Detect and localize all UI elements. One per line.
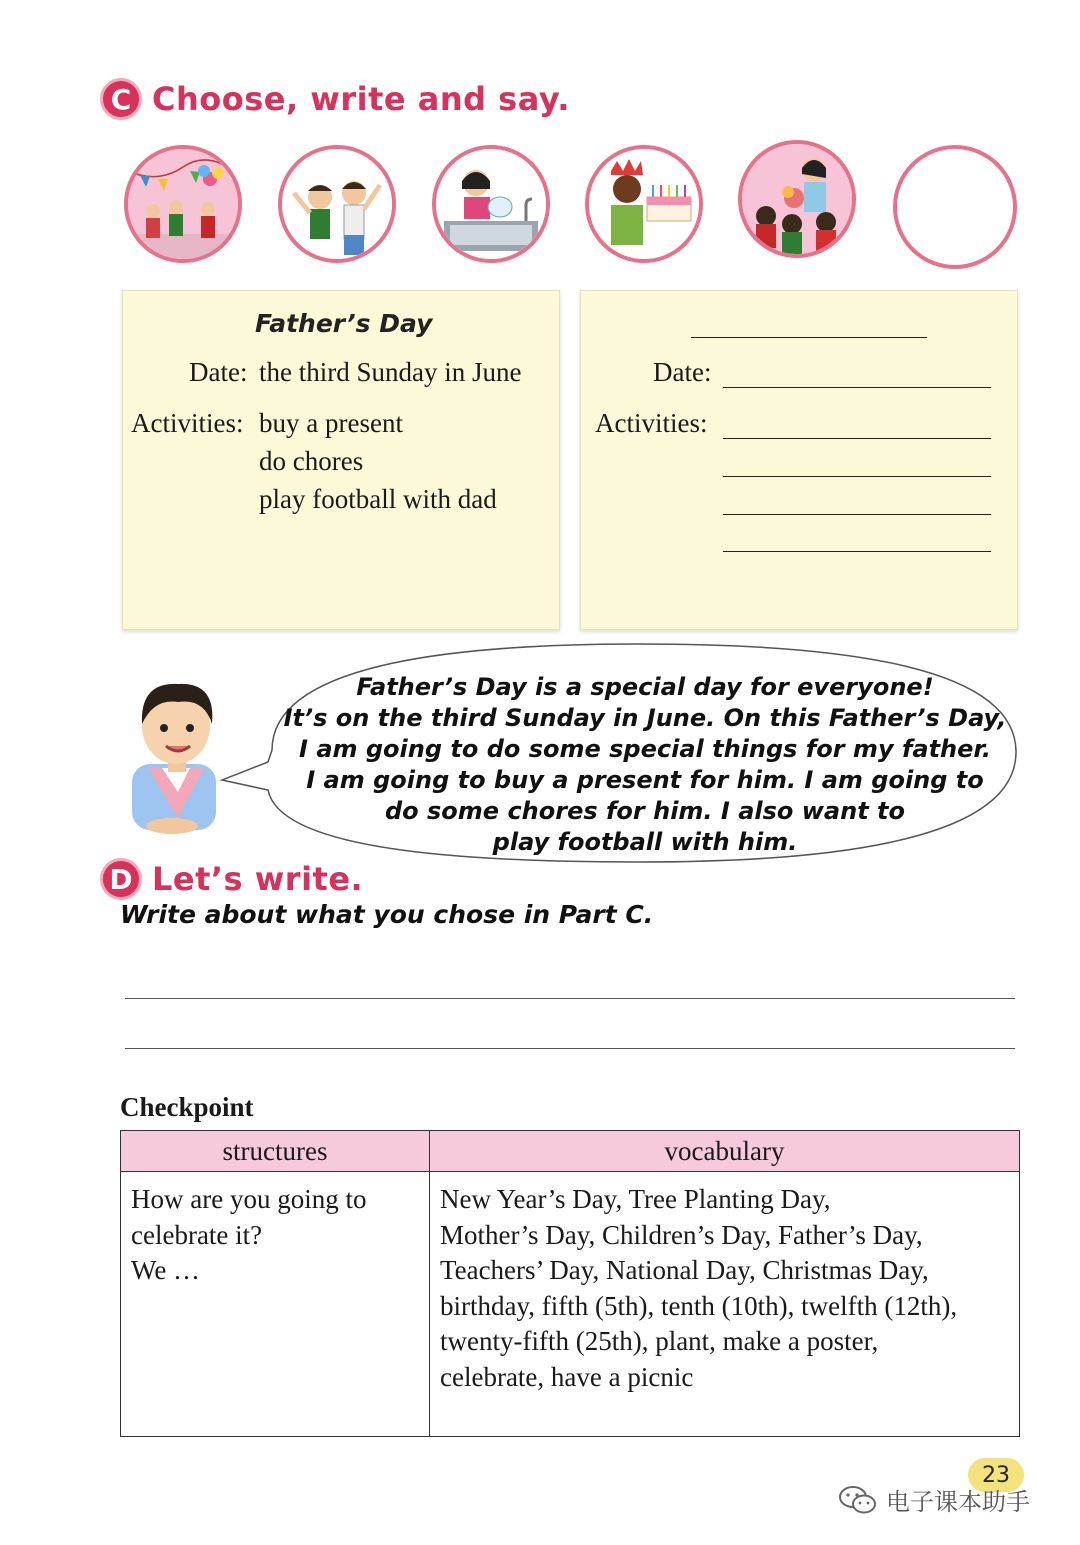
vocabulary-line: birthday, fifth (5th), tenth (10th), twelfth (12th), bbox=[440, 1290, 958, 1321]
date-label: Date: bbox=[189, 357, 248, 387]
speech-line: Father’s Day is a special day for everyone! bbox=[356, 673, 934, 701]
activity-item: play football with dad bbox=[259, 484, 497, 514]
date-blank[interactable] bbox=[723, 387, 991, 388]
section-d-badge: D bbox=[100, 858, 142, 900]
teacher-flowers-picture[interactable] bbox=[738, 140, 856, 258]
left-note-card bbox=[122, 290, 560, 630]
writing-line[interactable] bbox=[125, 1048, 1015, 1049]
dancing-children-picture[interactable] bbox=[278, 145, 396, 263]
speech-line: I am going to buy a present for him. I am going to bbox=[306, 766, 984, 794]
speech-line: It’s on the third Sunday in June. On this Father’s Day, bbox=[283, 704, 1007, 732]
speech-bubble-text bbox=[280, 672, 1010, 858]
structures-cell bbox=[121, 1172, 430, 1437]
vocabulary-line: New Year’s Day, Tree Planting Day, bbox=[440, 1184, 831, 1214]
card-title: Father’s Day bbox=[255, 309, 433, 338]
section-c-header bbox=[100, 78, 570, 120]
page-number: 23 bbox=[968, 1458, 1024, 1492]
activity-blank[interactable] bbox=[723, 551, 991, 552]
structures-header: structures bbox=[121, 1131, 430, 1172]
speech-line: play football with him. bbox=[492, 828, 798, 856]
activities-label: Activities: bbox=[595, 408, 708, 438]
section-d-header bbox=[100, 858, 363, 900]
date-value: the third Sunday in June bbox=[259, 357, 522, 387]
writing-line[interactable] bbox=[125, 998, 1015, 999]
vocabulary-line: Teachers’ Day, National Day, Christmas Day, bbox=[440, 1255, 929, 1285]
speech-line: do some chores for him. I also want to bbox=[385, 797, 905, 825]
activities-label: Activities: bbox=[131, 408, 244, 438]
wechat-icon bbox=[838, 1484, 878, 1516]
activity-blank[interactable] bbox=[723, 514, 991, 515]
section-c-badge: C bbox=[100, 78, 142, 120]
activity-blank[interactable] bbox=[723, 476, 991, 477]
activity-item: do chores bbox=[259, 446, 364, 476]
washing-dishes-picture[interactable] bbox=[432, 145, 550, 263]
vocabulary-cell bbox=[430, 1172, 1020, 1437]
vocabulary-line: Mother’s Day, Children’s Day, Father’s Day, bbox=[440, 1219, 923, 1250]
activity-blank[interactable] bbox=[723, 438, 991, 439]
checkpoint-title: Checkpoint bbox=[120, 1092, 254, 1122]
structure-line: We … bbox=[131, 1255, 201, 1285]
vocabulary-line: twenty-fifth (25th), plant, make a poster, bbox=[440, 1326, 879, 1356]
section-c-title: Choose, write and say. bbox=[152, 80, 570, 118]
right-note-card bbox=[580, 290, 1018, 630]
empty-choice-circle[interactable] bbox=[893, 145, 1017, 269]
date-label: Date: bbox=[653, 357, 712, 387]
structure-line: celebrate it? bbox=[131, 1219, 263, 1250]
watermark bbox=[838, 1482, 1030, 1517]
vocabulary-line: celebrate, have a picnic bbox=[440, 1361, 694, 1392]
birthday-cake-picture[interactable] bbox=[585, 145, 703, 263]
speech-line: I am going to do some special things for my father. bbox=[299, 735, 991, 763]
vocabulary-header: vocabulary bbox=[430, 1131, 1020, 1172]
watermark-text: 电子课本助手 bbox=[886, 1488, 1030, 1516]
activity-item: buy a present bbox=[259, 408, 403, 438]
section-d-title: Let’s write. bbox=[152, 860, 364, 898]
writing-instruction: Write about what you chose in Part C. bbox=[120, 900, 654, 929]
party-picture[interactable] bbox=[124, 145, 242, 263]
checkpoint-table bbox=[120, 1130, 1020, 1437]
structure-line: How are you going to bbox=[131, 1184, 367, 1214]
title-blank[interactable] bbox=[691, 337, 927, 338]
